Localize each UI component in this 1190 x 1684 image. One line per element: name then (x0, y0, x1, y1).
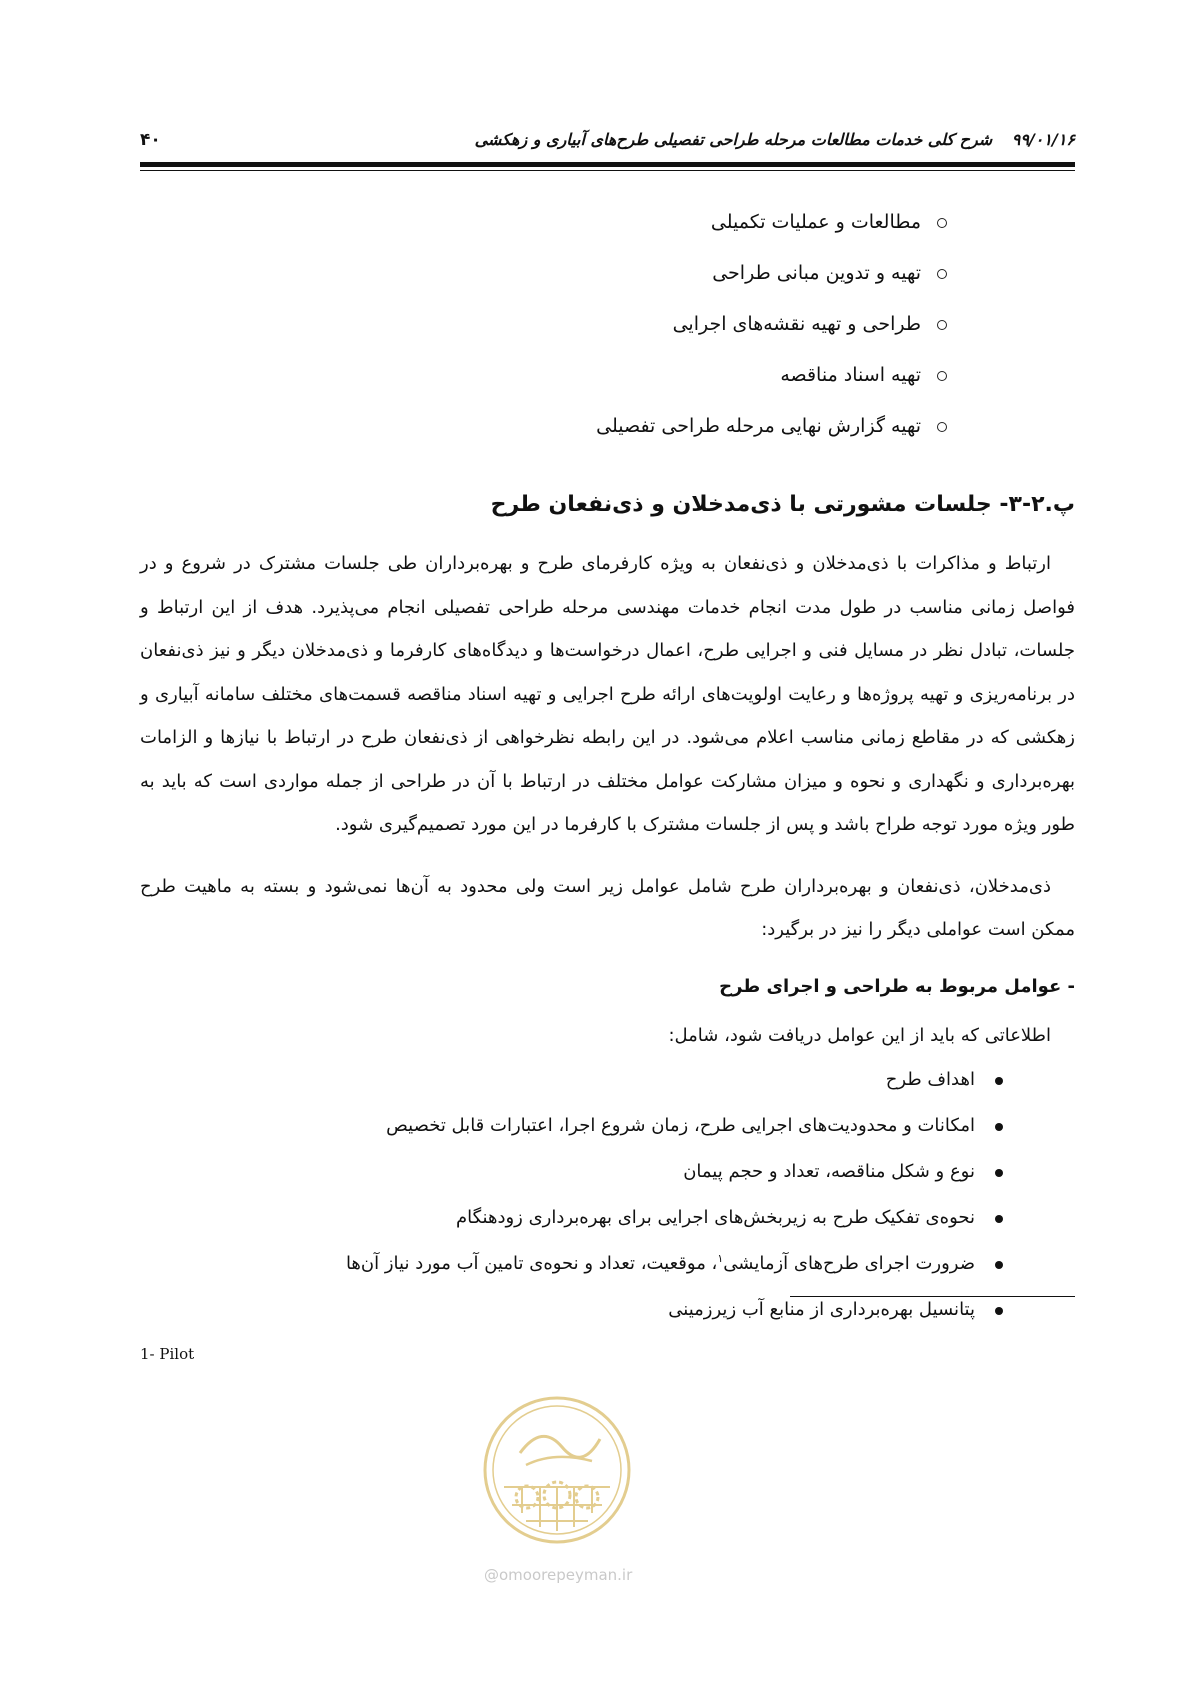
list-item-text: نحوه‌ی تفکیک طرح به زیربخش‌های اجرایی برای بهره‌برداری زودهنگام (455, 1206, 975, 1228)
subsection-intro: اطلاعاتی که باید از این عوامل دریافت شود، شامل: (668, 1024, 1051, 1046)
list-item-text: طراحی و تهیه نقشه‌های اجرایی (672, 313, 921, 335)
bullet-icon (995, 1261, 1003, 1269)
page-header (140, 122, 1075, 172)
list-item-text: پتانسیل بهره‌برداری از منابع آب زیرزمینی (668, 1298, 975, 1320)
seal-logo-icon (482, 1395, 632, 1545)
list-item (140, 307, 947, 358)
section-title: پ.۲-۳- جلسات مشورتی با ذی‌مدخلان و ذی‌نفعان طرح (490, 492, 1075, 517)
bullet-icon (995, 1307, 1003, 1315)
bullet-icon (995, 1077, 1003, 1085)
list-item-text: اهداف طرح (885, 1068, 975, 1090)
list-item (140, 1110, 1003, 1156)
list-item-text: تهیه گزارش نهایی مرحله طراحی تفصیلی (596, 415, 921, 437)
bullet-icon (995, 1215, 1003, 1223)
paragraph: ذی‌مدخلان، ذی‌نفعان و بهره‌برداران طرح شامل عوامل زیر است ولی محدود به آن‌ها نمی‌شود و بسته به ماهیت طرح ممکن است عواملی دیگر را نیز در برگیرد: (140, 875, 1075, 940)
list-item (140, 358, 947, 409)
header-date: ۹۹/۰۱/۱۶ (1011, 130, 1075, 149)
paragraph: ارتباط و مذاکرات با ذی‌مدخلان و ذی‌نفعان به ویژه کارفرمای طرح و بهره‌برداران طی جلسات مشترک در شروع و در فواصل زمانی مناسب در طول مدت انجام خدمات مهندسی مرحله طراحی تفصیلی انجام می‌پذیرد. هدف از این ارتباط و جلسات، تبادل نظر در مسایل فنی و اجرایی طرح، اعمال درخواست‌ها و دیدگاه‌های کارفرما و ذی‌مدخلان دیگر و نیز ذی‌نفعان در برنامه‌ریزی و تهیه پروژه‌ها و رعایت اولویت‌های ارائه طرح اجرایی و تهیه اسناد مناقصه قسمت‌های مختلف سامانه آبیاری و زهکشی که در مقاطع زمانی مناسب اعلام می‌شود. در این رابطه نظرخواهی از ذی‌نفعان طرح در ارتباط با نیازها و الزامات بهره‌برداری و نگهداری و نحوه و میزان مشارکت عوامل مختلف در ارتباط با آن در طراحی از جمله مواردی است که باید به طور ویژه مورد توجه طراح باشد و پس از جلسات مشترک با کارفرما در این مورد تصمیم‌گیری شود. (140, 553, 1075, 835)
circle-bullet-icon (937, 218, 947, 228)
circle-bullet-icon (937, 422, 947, 432)
circle-bullet-icon (937, 371, 947, 381)
list-item (140, 205, 947, 256)
bullet-icon (995, 1169, 1003, 1177)
footnote-ref[interactable]: ۱ (717, 1251, 724, 1265)
page-content (140, 205, 1075, 1340)
list-item (140, 1202, 1003, 1248)
bullet-text-before: ضرورت اجرای طرح‌های آزمایشی (723, 1252, 975, 1274)
circle-bullet-icon (937, 269, 947, 279)
list-item (140, 1248, 1003, 1294)
running-title (475, 130, 1075, 149)
list-item-text: مطالعات و عملیات تکمیلی (710, 211, 921, 233)
list-item-text: تهیه و تدوین مبانی طراحی (712, 262, 921, 284)
list-item-text: تهیه اسناد مناقصه (780, 364, 921, 386)
circle-list (140, 205, 947, 460)
list-item-text: نوع و شکل مناقصه، تعداد و حجم پیمان (683, 1160, 975, 1182)
watermark: @omoorepeyman.ir (484, 1566, 633, 1584)
subsection-title: - عوامل مربوط به طراحی و اجرای طرح (719, 975, 1075, 997)
list-item-text (346, 1253, 975, 1274)
list-item (140, 256, 947, 307)
list-item (140, 1294, 1003, 1340)
circle-bullet-icon (937, 320, 947, 330)
list-item (140, 1064, 1003, 1110)
list-item (140, 409, 947, 460)
header-rule-thick (140, 162, 1075, 167)
header-rule-thin (140, 170, 1075, 171)
bullet-list (140, 1064, 1003, 1340)
bullet-text-after: ، موقعیت، تعداد و نحوه‌ی تامین آب مورد نیاز آن‌ها (345, 1252, 718, 1274)
list-item (140, 1156, 1003, 1202)
footnote: 1- Pilot (140, 1345, 195, 1363)
list-item-text: امکانات و محدودیت‌های اجرایی طرح، زمان شروع اجرا، اعتبارات قابل تخصیص (386, 1114, 975, 1136)
bullet-icon (995, 1123, 1003, 1131)
footnote-rule (790, 1296, 1075, 1297)
header-title-text: شرح کلی خدمات مطالعات مرحله طراحی تفصیلی طرح‌های آبیاری و زهکشی (474, 130, 993, 149)
page-number: ۴۰ (140, 130, 161, 150)
